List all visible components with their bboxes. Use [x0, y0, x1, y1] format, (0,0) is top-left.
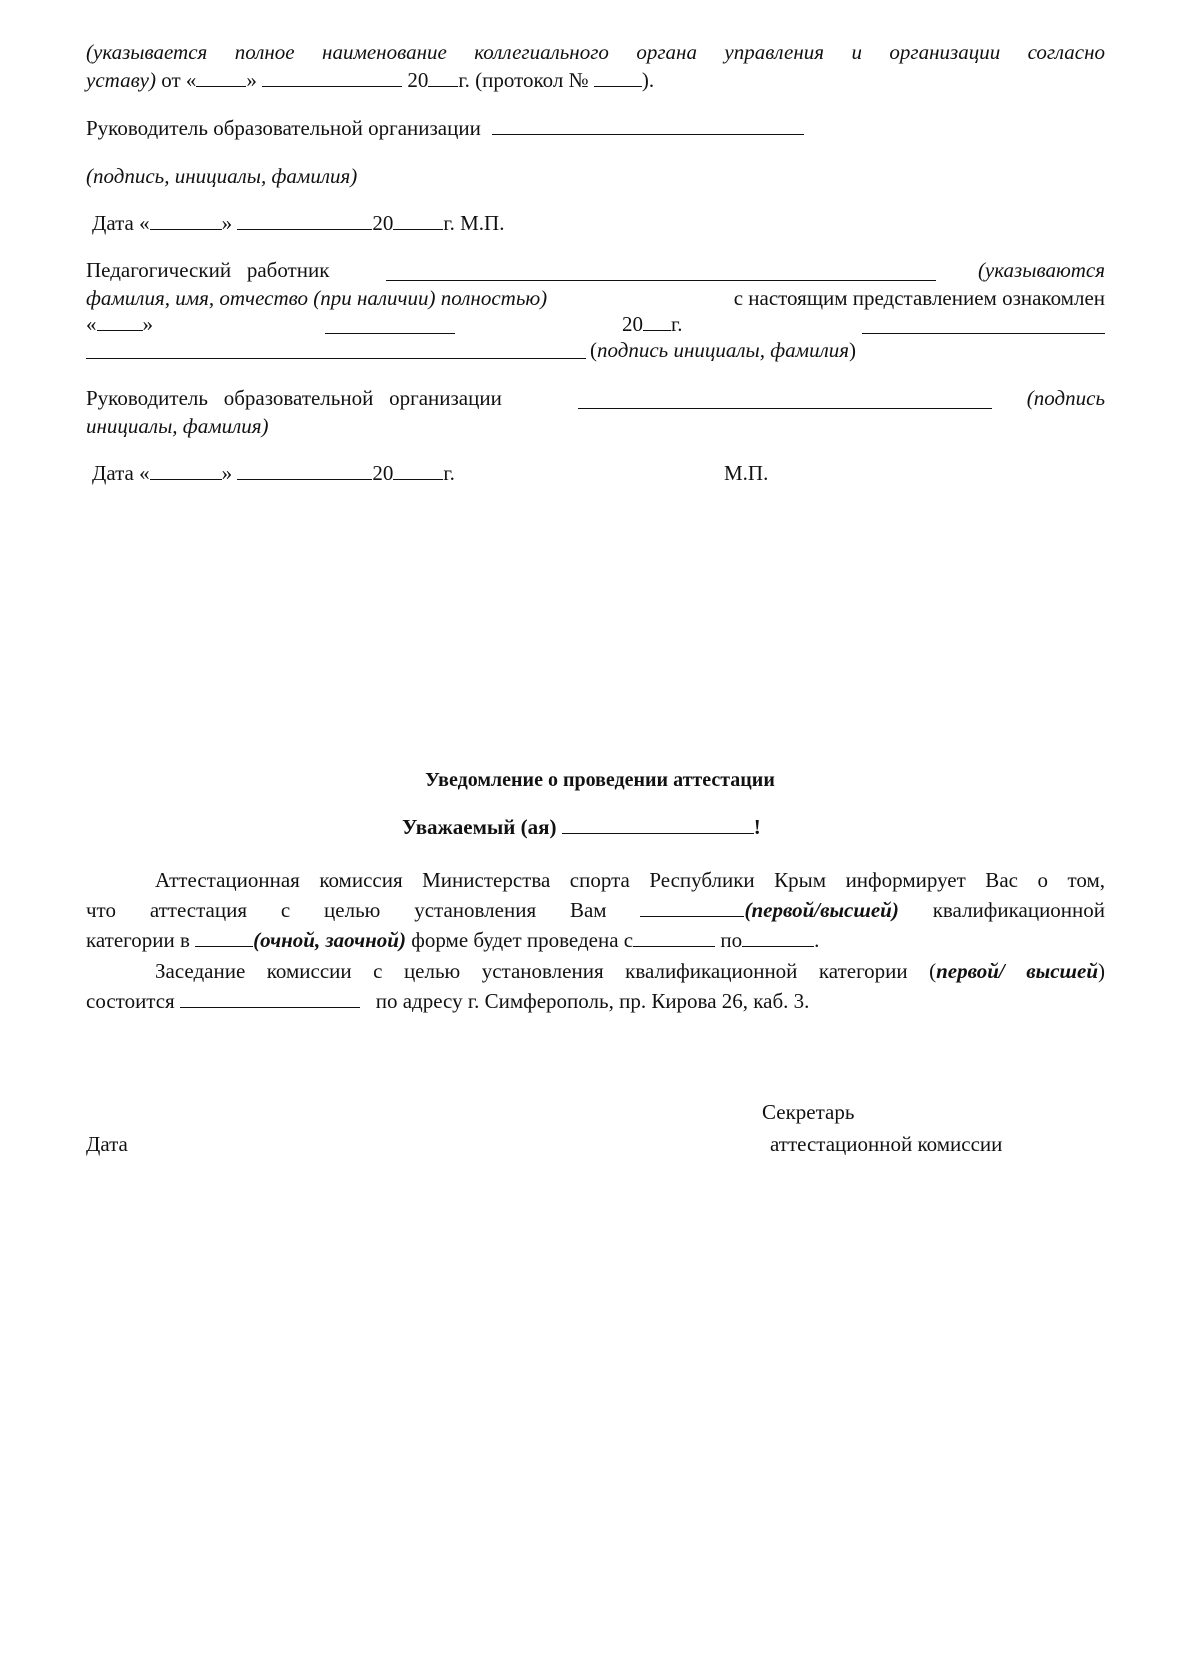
p1-l3-end: .	[814, 928, 820, 952]
quote-close: »	[142, 312, 153, 336]
meeting-date-blank	[180, 987, 360, 1008]
familiar-text: с настоящим представлением ознакомлен	[733, 286, 1105, 310]
year-prefix: 20	[372, 461, 394, 485]
p1-l3-text: категории в	[86, 928, 190, 952]
greeting-line	[402, 813, 761, 841]
day-blank	[150, 209, 222, 230]
year-suffix: г.	[443, 461, 455, 485]
teacher-name-blank	[386, 280, 936, 281]
head-word-3: организации	[389, 386, 502, 410]
p1-l3-form: форме будет проведена с	[411, 928, 634, 952]
teacher-word-1: Педагогический	[86, 258, 232, 282]
head-word-2: образовательной	[223, 386, 374, 410]
notice-p1-line1: Аттестационная комиссия Министерства спорта Республики Крым информирует Вас о том,	[155, 868, 1105, 892]
notice-p2-line2	[86, 987, 809, 1015]
p2-l1-text: Заседание комиссии с целью установления квалификационной категории (	[155, 959, 937, 983]
month-blank	[237, 209, 372, 230]
notice-p1-line2	[86, 896, 1105, 924]
date-line-2	[92, 459, 455, 487]
month-blank	[262, 66, 402, 87]
greeting-text: Уважаемый (ая)	[402, 815, 557, 839]
day-blank	[196, 66, 246, 87]
year-blank	[393, 209, 443, 230]
head-hint-2: инициалы, фамилия)	[86, 414, 269, 438]
quote-close: »	[246, 68, 257, 92]
month-blank	[325, 333, 455, 334]
charter-hint: уставу)	[86, 68, 156, 92]
address-text: по адресу г. Симферополь, пр. Кирова 26, каб. 3.	[375, 989, 810, 1013]
stamp-label: М.П.	[724, 461, 769, 485]
protocol-number-blank	[594, 66, 642, 87]
teacher-label-left	[86, 256, 329, 284]
p1-l2-text: что аттестация с целью установления Вам	[86, 898, 607, 922]
sign-hint-text: подпись инициалы, фамилия	[597, 338, 849, 362]
date-suffix: г. М.П.	[443, 211, 505, 235]
teacher-hint-line	[86, 284, 1105, 312]
quote-close: »	[221, 461, 233, 485]
notice-p2-line1	[155, 957, 1105, 985]
protocol-line	[86, 66, 654, 94]
familiar-date-quote	[86, 310, 153, 338]
head-word-1: Руководитель	[86, 386, 208, 410]
year-prefix: 20	[407, 68, 429, 92]
notice-title: Уведомление о проведении аттестации	[425, 769, 775, 791]
year-blank	[643, 310, 671, 331]
head-hint-1: (подпись	[1026, 386, 1105, 410]
teacher-signature-blank-b	[86, 358, 586, 359]
secretary-label-1: Секретарь	[762, 1100, 855, 1124]
year-prefix: 20	[622, 312, 643, 336]
day-blank	[150, 459, 222, 480]
day-blank	[97, 310, 143, 331]
p1-l3-to: по	[720, 928, 743, 952]
date-label: Дата «	[92, 211, 150, 235]
quote-open: «	[86, 312, 97, 336]
teacher-hint-2: фамилия, имя, отчество (при наличии) полностью)	[86, 286, 548, 310]
secretary-label-2: аттестационной комиссии	[770, 1132, 1003, 1156]
collegial-body-hint-line: (указывается полное наименование коллегиального органа управления и организации согласно	[86, 40, 1105, 64]
form-blank	[195, 926, 253, 947]
head-signature-line	[86, 114, 804, 142]
footer-date-label: Дата	[86, 1132, 128, 1156]
addressee-blank	[562, 813, 754, 834]
year-blank	[393, 459, 443, 480]
year-suffix: г.	[671, 312, 683, 336]
to-date-blank	[742, 926, 814, 947]
head-label: Руководитель образовательной организации	[86, 116, 481, 140]
p2-l1-end: )	[1098, 959, 1106, 983]
p1-l2-end: квалификационной	[932, 898, 1106, 922]
category-blank	[640, 896, 744, 917]
head-signature-blank-2	[578, 408, 992, 409]
teacher-signature-blank-a	[862, 333, 1105, 334]
protocol-end: ).	[641, 68, 655, 92]
date-line-1	[92, 209, 504, 237]
familiar-year	[622, 310, 683, 338]
greeting-end: !	[753, 815, 761, 839]
year-blank	[428, 66, 458, 87]
teacher-hint-1: (указываются	[977, 258, 1105, 282]
category-hint-2: первой/ высшей	[936, 959, 1099, 983]
notice-p1-line3	[86, 926, 819, 954]
p2-l2-text: состоится	[86, 989, 175, 1013]
teacher-word-2: работник	[246, 258, 330, 282]
form-hint: (очной, заочной)	[253, 928, 406, 952]
teacher-sign-hint	[590, 336, 856, 364]
month-blank	[237, 459, 372, 480]
year-prefix: 20	[372, 211, 394, 235]
quote-close: »	[221, 211, 233, 235]
paren-close: )	[849, 338, 856, 362]
signature-hint: (подпись, инициалы, фамилия)	[86, 164, 358, 188]
paren-open: (	[590, 338, 597, 362]
from-date-blank	[633, 926, 715, 947]
date-label: Дата «	[92, 461, 150, 485]
protocol-label: г. (протокол №	[458, 68, 589, 92]
from-label: от «	[161, 68, 197, 92]
head-signature-blank	[492, 114, 804, 135]
category-hint: (первой/высшей)	[744, 898, 899, 922]
